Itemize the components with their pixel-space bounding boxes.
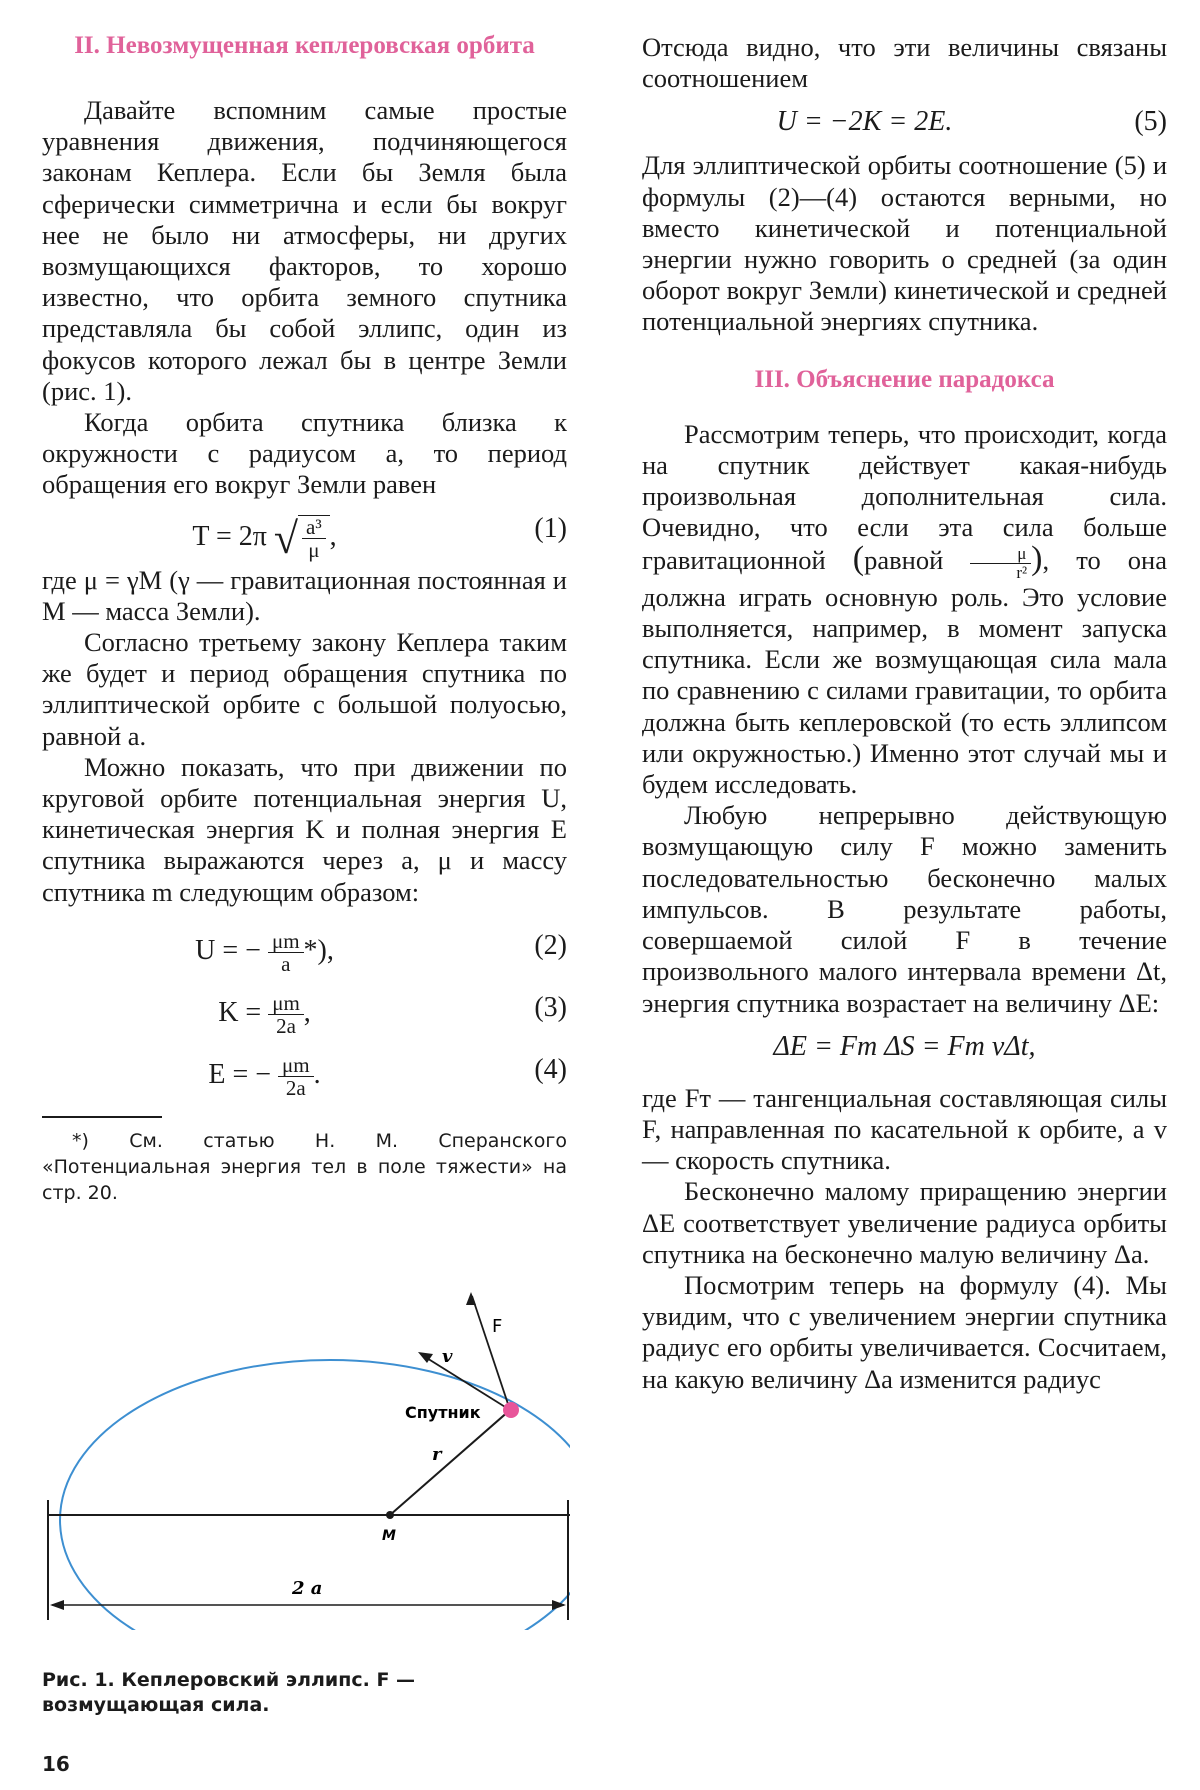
equation-number: (5) [1134,106,1167,138]
paragraph: Отсюда видно, что эти величины связаны соотношением [642,32,1167,94]
equation-text: ΔE = Fт ΔS = Fт vΔt, [773,1030,1036,1062]
velocity-vector [422,1355,510,1410]
paragraph: Посмотрим теперь на формулу (4). Мы увидим, что с увеличением энергии спутника радиус его орбиты увеличивается. Сосчитаем, на какую величину Δa изменится радиус [642,1269,1167,1394]
fraction [302,516,326,561]
paragraph: Бесконечно малому приращению энергии ΔE соответствует увеличение радиуса орбиты спутника на бесконечно малую величину Δa. [642,1176,1167,1269]
numerator: a³ [302,516,326,539]
paragraph: Согласно третьему закону Кеплера таким же будет и период обращения спутника по эллиптической орбите с большой полуосью, равной a. [42,627,567,751]
numerator: μm [278,1054,314,1077]
paragraph: Можно показать, что при движении по круговой орбите потенциальная энергия U, кинетическая энергия K и полная энергия E спутника выражаются через a, μ и массу спутника m следующим образом: [42,751,567,907]
equation-text: E = − [208,1058,272,1090]
left-column [42,0,567,1206]
satellite-dot [503,1402,519,1418]
force-arrowhead [466,1292,476,1305]
fraction [970,545,1031,582]
paragraph: Давайте вспомним самые простые уравнения движения, подчиняющегося законам Кеплера. Если бы Земля была сферически симметрична и если бы вокруг нее не было ни атмосферы, ни других возмущающихся факторов, то хорошо известно, что орбита земного спутника представляла бы собой эллипс, один из фокусов которого лежал бы в центре Земли (рис. 1). [42,95,567,406]
paragraph-text: Рассмотрим теперь, что происходит, когда на спутник действует какая-нибудь произвольная дополнительная сила. Очевидно, что если эта сила больше гравитационной [642,418,1167,576]
equation-text: . [313,1058,321,1090]
label-F: F [492,1316,503,1337]
equation-text: U = −2K = 2E. [776,106,953,138]
numerator: μm [268,992,304,1015]
footnote: *) См. статью Н. М. Сперанского «Потенциальная энергия тел в поле тяжести» на стр. 20. [42,1129,567,1204]
kepler-ellipse-figure [30,1290,570,1630]
denominator: 2a [285,1075,306,1100]
arrowhead-right [552,1600,566,1610]
equation-number: (3) [534,991,567,1023]
paragraph: где Fт — тангенциальная составляющая силы F, направленная по касательной к орбите, а v — скорость спутника. [642,1082,1167,1176]
numerator: μ [970,545,1031,564]
equation-6 [642,1019,1167,1083]
fraction [268,930,304,975]
paragraph-text: равной [864,545,944,576]
label-v: v [442,1346,453,1367]
label-2a: 2 a [292,1578,323,1599]
equation-3 [42,980,567,1042]
denominator: a [281,951,291,976]
fraction [278,1054,314,1099]
label-satellite: Спутник [405,1403,481,1422]
numerator: μm [268,930,304,953]
paragraph: Когда орбита спутника близка к окружности с радиусом a, то период обращения его вокруг Земли равен [42,407,567,500]
footnote-divider [42,1116,162,1118]
focus-point [386,1511,394,1519]
equation-2 [42,918,567,980]
equation-number: (2) [534,929,567,961]
equation-text: *), [303,934,334,966]
equation-4 [42,1042,567,1104]
page-number: 16 [42,1752,70,1776]
equation-text: U = − [195,934,261,966]
label-M: M [382,1528,396,1544]
radius-vector [390,1410,510,1515]
fraction [268,992,304,1037]
equation-5 [642,94,1167,150]
equation-text: K = [218,996,262,1028]
paragraph-text: , то она должна играть основную роль. Это условие выполняется, например, в момент запуска спутника. Если же возмущающая сила мала по сравнению с силами гравитации, то орбита должна быть кеплеровской (то есть эллипсом или окружностью.) Именно этот случай мы и будем исследовать. [642,545,1168,800]
paragraph: Рассмотрим теперь, что происходит, когда на спутник действует какая-нибудь произвольная дополнительная сила. Очевидно, что если эта сила больше гравитационной (равной $\frac{\mu}{\text{r²}}$ ), то она должна играть основную роль. Это условие выполняется, например, в момент запуска спутника. Если же возмущающая сила мала по сравнению с силами гравитации, то орбита должна быть кеплеровской (то есть эллипсом или окружностью.) Именно этот случай мы и будем исследовать. [642,418,1168,800]
equation-1: T = 2π √ $\frac{\text{a³}}{\mu}$ , (1) [192,512,567,563]
equation-number: (1) [534,512,567,544]
section-heading-3: III. Объяснение парадокса [754,365,1055,393]
arrowhead-left [50,1600,64,1610]
denominator: r² [1016,562,1028,582]
denominator: 2a [276,1013,296,1038]
paragraph: Любую непрерывно действующую возмущающую силу F можно заменить последовательностью бесконечно малых импульсов. В результате работы, совершаемой силой F в течение произвольного малого интервала времени Δt, энергия спутника возрастает на величину ΔE: [642,800,1167,1018]
paragraph: где μ = γM (γ — гравитационная постоянная и M — масса Земли). [42,564,567,626]
equation-text: T = 2π [192,520,267,552]
figure-caption: Рис. 1. Кеплеровский эллипс. F — возмущающая сила. [42,1669,416,1716]
equation-number: (4) [534,1053,567,1085]
right-column [642,32,1167,1395]
section-heading-2: II. Невозмущенная кеплеровская орбита [74,32,535,59]
paragraph: Для эллиптической орбиты соотношение (5) и формулы (2)—(4) остаются верными, но вместо кинетической и потенциальной энергии нужно говорить о средней (за один оборот вокруг Земли) кинетической и средней потенциальной энергиях спутника. [642,150,1167,337]
denominator: μ [308,538,320,563]
force-vector [472,1296,510,1410]
label-r: r [432,1444,442,1465]
equation-text: , [303,996,311,1028]
